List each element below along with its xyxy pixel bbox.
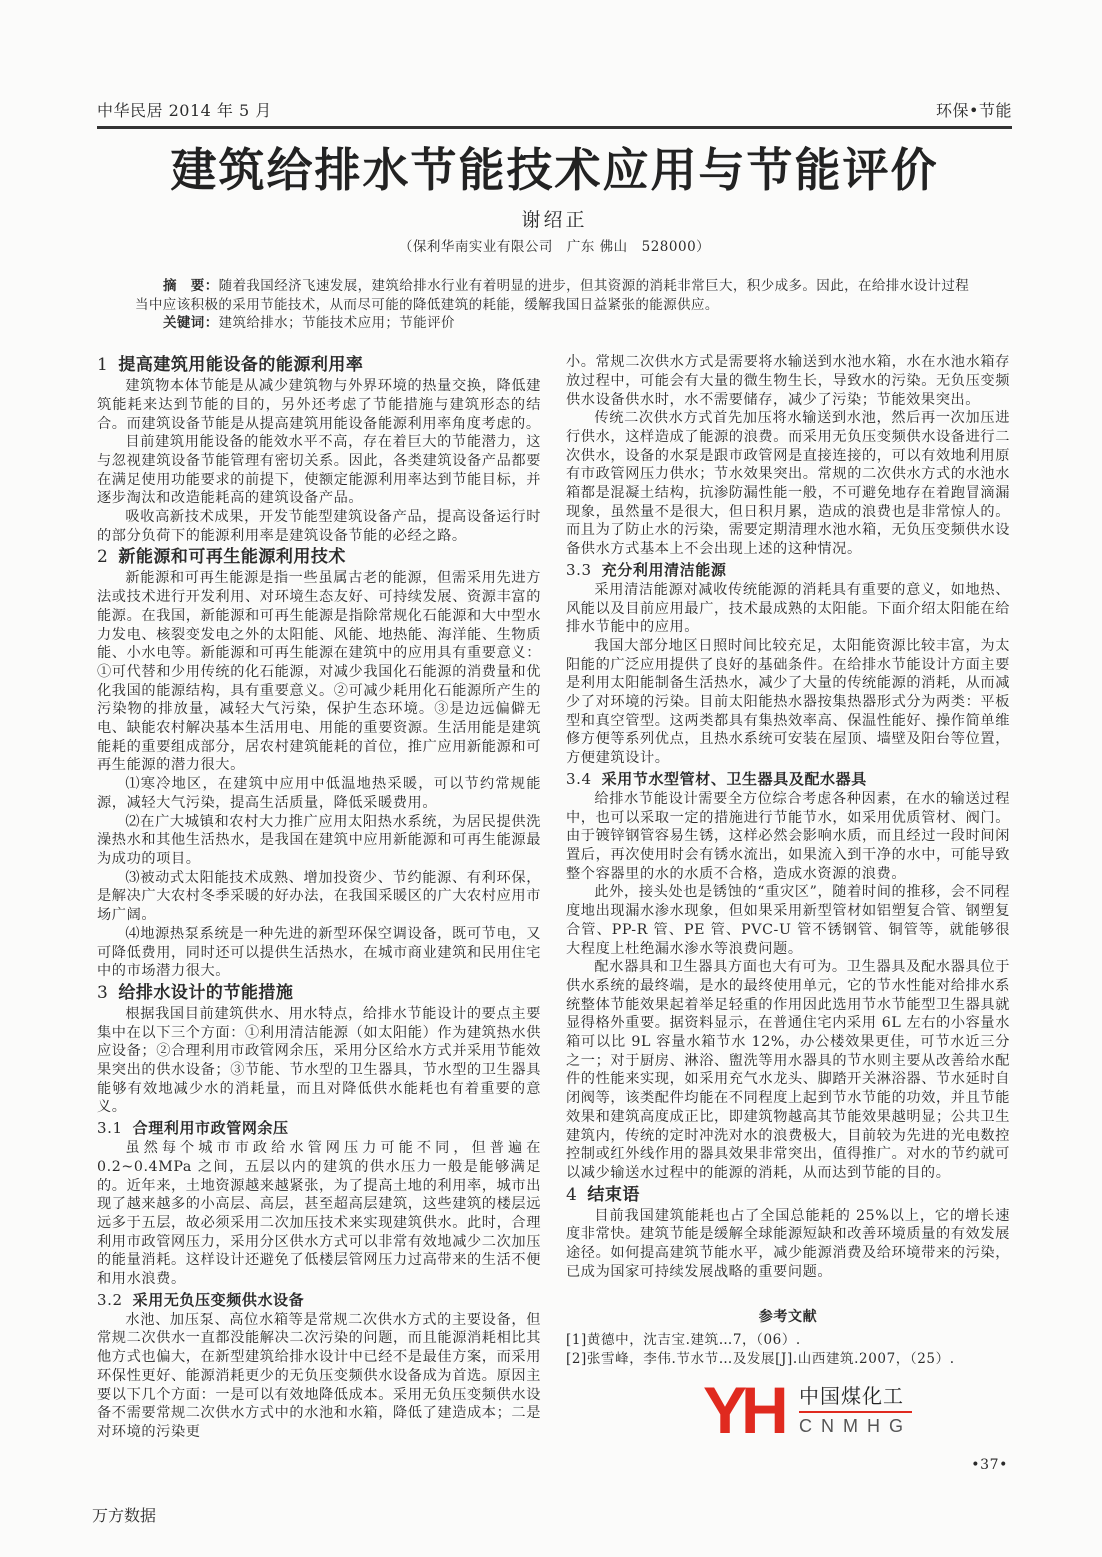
references [566, 1307, 1010, 1368]
abstract-label: 摘 要： [163, 278, 219, 294]
section-3-3 [566, 559, 1010, 768]
paragraph: 新能源和可再生能源是指一些虽属古老的能源，但需采用先进方法或技术进行开发利用、对环境生态友好、可持续发展、资源丰富的能源。在我国，新能源和可再生能源是指除常规化石能源和大中型水力发电、核裂变发电之外的太阳能、风能、地热能、海洋能、生物质能、小水电等。新能源和可再生能源在建筑中的应用具有重要意义：①可代替和少用传统的化石能源，对减少我国化石能源的消费量和优化我国的能源结构，具有重要意义。②可减少耗用化石能源所产生的污染物的排放量，减轻大气污染，保护生态环境。③是边远偏僻无电、缺能农村解决基本生活用电、用能的重要资源。生活用能是建筑能耗的重要组成部分，居农村建筑能耗的首位，推广应用新能源和可再生能源的潜力很大。 [97, 570, 541, 774]
paragraph: 目前建筑用能设备的能效水平不高，存在着巨大的节能潜力，这与忽视建筑设备节能管理有密切关系。因此，各类建筑设备产品都要在满足使用功能要求的前提下，使额定能源利用率达到节能目标，并逐步淘汰和改造能耗高的建筑设备产品。 [97, 434, 541, 507]
paper-title: 建筑给排水节能技术应用与节能评价 [170, 143, 939, 197]
author: 谢绍正 [521, 209, 588, 231]
section-number: 1 [97, 355, 109, 376]
paragraph: ⑷地源热泵系统是一种先进的新型环保空调设备，既可节电，又可降低费用，同时还可以提供生活热水，在城市商业建筑和民用住宅中的市场潜力很大。 [97, 925, 541, 980]
watermark-mark: YH [703, 1372, 783, 1447]
section-title: 提高建筑用能设备的能源利用率 [118, 355, 364, 376]
paragraph: 水池、加压泵、高位水箱等是常规二次供水方式的主要设备，但常规二次供水一直都没能解决二次污染的问题，而且能源消耗相比其他方式也偏大，在新型建筑给排水设计中已经不是最佳方案，而采用环保性更好、能源消耗更少的无负压变频供水设备成为首选。原因主要以下几个方面：一是可以有效地降低成本。采用无负压变频供水设备不需要常规二次供水方式中的水池和水箱，降低了建造成本；二是对环境的污染更 [97, 1311, 541, 1440]
section-number: 3 [97, 982, 109, 1003]
left-column [97, 353, 541, 1442]
section-title: 结束语 [587, 1184, 640, 1205]
body-columns [97, 353, 1012, 1475]
keywords [163, 314, 1012, 333]
abstract-text: 随着我国经济飞速发展，建筑给排水行业有着明显的进步，但其资源的消耗非常巨大，积少成多。因此，在给排水设计过程当中应该积极的采用节能技术，从而尽可能的降低建筑的耗能，缓解我国日益紧张的能源供应。 [135, 278, 970, 313]
right-column [566, 353, 1010, 1475]
paragraph: 吸收高新技术成果，开发节能型建筑设备产品，提高设备运行时的部分负荷下的能源利用率是建筑设备节能的必经之路。 [97, 509, 541, 544]
paragraph: 传统二次供水方式首先加压将水输送到水池，然后再一次加压进行供水，这样造成了能源的浪费。而采用无负压变频供水设备进行二次供水，设备的水泵是跟市政管网是直接连接的，可以有效地利用原有市政管网压力供水；节水效果突出。常规的二次供水方式的水池水箱都是混凝土结构，抗渗防漏性能一般，不可避免地存在着跑冒滴漏现象，虽然量不是很大，但日积月累，造成的浪费也是非常惊人的。而且为了防止水的污染，需要定期清理水池水箱，无负压变频供水设备供水方式基本上不会出现上述的这种情况。 [566, 410, 1010, 558]
watermark-cn: 中国煤化工 [799, 1383, 912, 1413]
paragraph: 此外，接头处也是锈蚀的“重灾区”，随着时间的推移，会不同程度地出现漏水渗水现象，但如果采用新型管材如铝塑复合管、钢塑复合管、PP-R 管、PE 管、PVC-U 管不锈钢管、铜管等，就能够很大程度上杜绝漏水渗水等浪费问题。 [566, 884, 1010, 957]
header-rule [97, 126, 1012, 129]
reference-item: [2]张雪峰，李伟.节水节…及发展[J].山西建筑.2007，（25）. [566, 1351, 955, 1368]
column-header: 环保•节能 [936, 101, 1012, 120]
section-heading [566, 1183, 1010, 1207]
section-number: 3.2 [97, 1290, 123, 1309]
abstract [135, 277, 975, 314]
section-number: 2 [97, 547, 109, 568]
journal-header: 中华民居 2014 年 5 月 [97, 101, 272, 120]
references-heading: 参考文献 [758, 1309, 818, 1326]
source-label: 万方数据 [92, 1505, 157, 1525]
watermark-en: CNMHG [799, 1415, 912, 1436]
section-title: 充分利用清洁能源 [601, 560, 727, 579]
section-3-1 [97, 1117, 541, 1289]
section-heading [97, 353, 541, 377]
reference-item: [1]黄德中，沈吉宝.建筑…7，（06）. [566, 1332, 801, 1349]
section-title: 采用节水型管材、卫生器具及配水器具 [601, 769, 867, 788]
section-title: 合理利用市政管网余压 [132, 1119, 289, 1138]
paragraph: 根据我国目前建筑供水、用水特点，给排水节能设计的要点主要集中在以下三个方面：①利用清洁能源（如太阳能）作为建筑热水供应设备；②合理利用市政管网余压，采用分区给水方式并采用节能效果突出的供水设备；③节能、节水型的卫生器具，节水型的卫生器具能够有效地减少水的消耗量，而且对降低供水能耗也有着重要的意义。 [97, 1005, 541, 1116]
paragraph: 虽然每个城市市政给水管网压力可能不同，但普遍在 0.2~0.4MPa 之间，五层以内的建筑的供水压力一般是能够满足的。近年来，土地资源越来越紧张，为了提高土地的利用率，城市出现了越来越多的小高层、高层，甚至超高层建筑，这些建筑的楼层远远多于五层，故必须采用二次加压技术来实现建筑供水。此时，合理利用市政管网压力，采用分区供水方式可以非常有效地减少二次加压的能量消耗。这样设计还避免了低楼层管网压力过高带来的生活不便和用水浪费。 [97, 1140, 541, 1288]
section-heading [97, 545, 541, 569]
paragraph: 给排水节能设计需要全方位综合考虑各种因素，在水的输送过程中，也可以采取一定的措施进行节能节水，如采用优质管材、阀门。由于镀锌钢管容易生锈，这样必然会影响水质，而且经过一段时间闲置后，再次使用时会有锈水流出，如果流入到干净的水中，可能导致整个容器里的水的水质不合格，造成水资源的浪费。 [566, 790, 1010, 882]
page-number: •37• [971, 1456, 1008, 1473]
paragraph: 我国大部分地区日照时间比较充足，太阳能资源比较丰富，为太阳能的广泛应用提供了良好的基础条件。在给排水节能设计方面主要是利用太阳能制备生活热水，减少了大量的传统能源的消耗，从而减少了对环境的污染。目前太阳能热水器按集热器形式分为两类：平板型和真空管型。这两类都具有集热效率高、保温性能好、操作简单维修方便等系列优点，且热水系统可安装在屋顶、墙壁及阳台等位置，方便建筑设计。 [566, 637, 1010, 767]
section-number: 4 [566, 1184, 578, 1205]
affiliation: （保利华南实业有限公司 广东 佛山 528000） [398, 239, 711, 255]
section-heading [97, 981, 541, 1005]
section-number: 3.1 [97, 1119, 123, 1138]
section-3-4 [566, 768, 1010, 1183]
section-number: 3.4 [566, 769, 592, 788]
section-2 [97, 545, 541, 980]
section-3-2 [97, 1289, 541, 1442]
section-title: 给排水设计的节能措施 [118, 982, 294, 1003]
paragraph: ⑵在广大城镇和农村大力推广应用太阳热水系统，为居民提供洗澡热水和其他生活热水，是我国在建筑中应用新能源和可再生能源最为成功的项目。 [97, 813, 541, 867]
paragraph: ⑶被动式太阳能技术成熟、增加投资少、节约能源、有利环保，是解决广大农村冬季采暖的好办法，在我国采暖区的广大农村应用市场广阔。 [97, 869, 541, 924]
section-1 [97, 353, 541, 545]
section-heading [566, 768, 1010, 790]
keywords-label: 关键词： [163, 315, 219, 332]
section-title: 新能源和可再生能源利用技术 [118, 547, 346, 568]
paragraph: 采用清洁能源对减收传统能源的消耗具有重要的意义，如地热、风能以及目前应用最广，技术最成熟的太阳能。下面介绍太阳能在给排水节能中的应用。 [566, 581, 1010, 636]
section-heading [97, 1289, 541, 1311]
section-3 [97, 981, 541, 1117]
paragraph: 配水器具和卫生器具方面也大有可为。卫生器具及配水器具位于供水系统的最终端，是水的最终使用单元，它的节水性能对给排水系统整体节能效果起着举足轻重的作用因此选用节水节能型卫生器具就显得格外重要。据资料显示，在普通住宅内采用 6L 左右的小容量水箱可以比 9L 容量水箱节水 12%，办公楼效果更佳，可节水近三分之一；对于厨房、淋浴、盥洗等用水器具的节水则主要从改善给水配件的性能来实现，如采用充气水龙头、脚踏开关淋浴器、节水延时自闭阀等，该类配件均能在不同程度上起到节水节能的功效，并且节能效果和建筑高度成正比，即建筑物越高其节能效果越明显；公共卫生建筑内，传统的定时冲洗对水的浪费极大，目前较为先进的光电数控控制或红外线作用的器具效果非常突出，值得推广。对水的节约就可以减少输送水过程中的能源的消耗，从而达到节能的目的。 [566, 959, 1010, 1181]
watermark-logo [703, 1372, 1013, 1447]
running-header [97, 100, 1012, 122]
keywords-text: 建筑给排水；节能技术应用；节能评价 [218, 315, 455, 332]
section-4 [566, 1183, 1010, 1282]
section-3-2-continued [566, 353, 1010, 559]
paragraph: ⑴寒冷地区，在建筑中应用中低温地热采暖，可以节约常规能源，减轻大气污染，提高生活质量，降低采暖费用。 [97, 776, 541, 811]
paragraph: 小。常规二次供水方式是需要将水输送到水池水箱，水在水池水箱存放过程中，可能会有大量的微生物生长，导致水的污染。无负压变频供水设备供水时，水不需要储存，减少了污染；节能效果突出。 [566, 354, 1010, 408]
paragraph: 目前我国建筑能耗也占了全国总能耗的 25%以上，它的增长速度非常快。建筑节能是缓解全球能源短缺和改善环境质量的有效发展途径。如何提高建筑节能水平，减少能源消费及给环境带来的污染，已成为国家可持续发展战略的重要问题。 [566, 1207, 1010, 1280]
paragraph: 建筑物本体节能是从减少建筑物与外界环境的热量交换，降低建筑能耗来达到节能的目的，另外还考虑了节能措施与建筑形态的结合。而建筑设备节能是从提高建筑用能设备能源利用率角度考虑的。 [97, 378, 541, 432]
section-heading [566, 559, 1010, 581]
section-title: 采用无负压变频供水设备 [132, 1290, 305, 1309]
section-number: 3.3 [566, 560, 592, 579]
section-heading [97, 1117, 541, 1139]
